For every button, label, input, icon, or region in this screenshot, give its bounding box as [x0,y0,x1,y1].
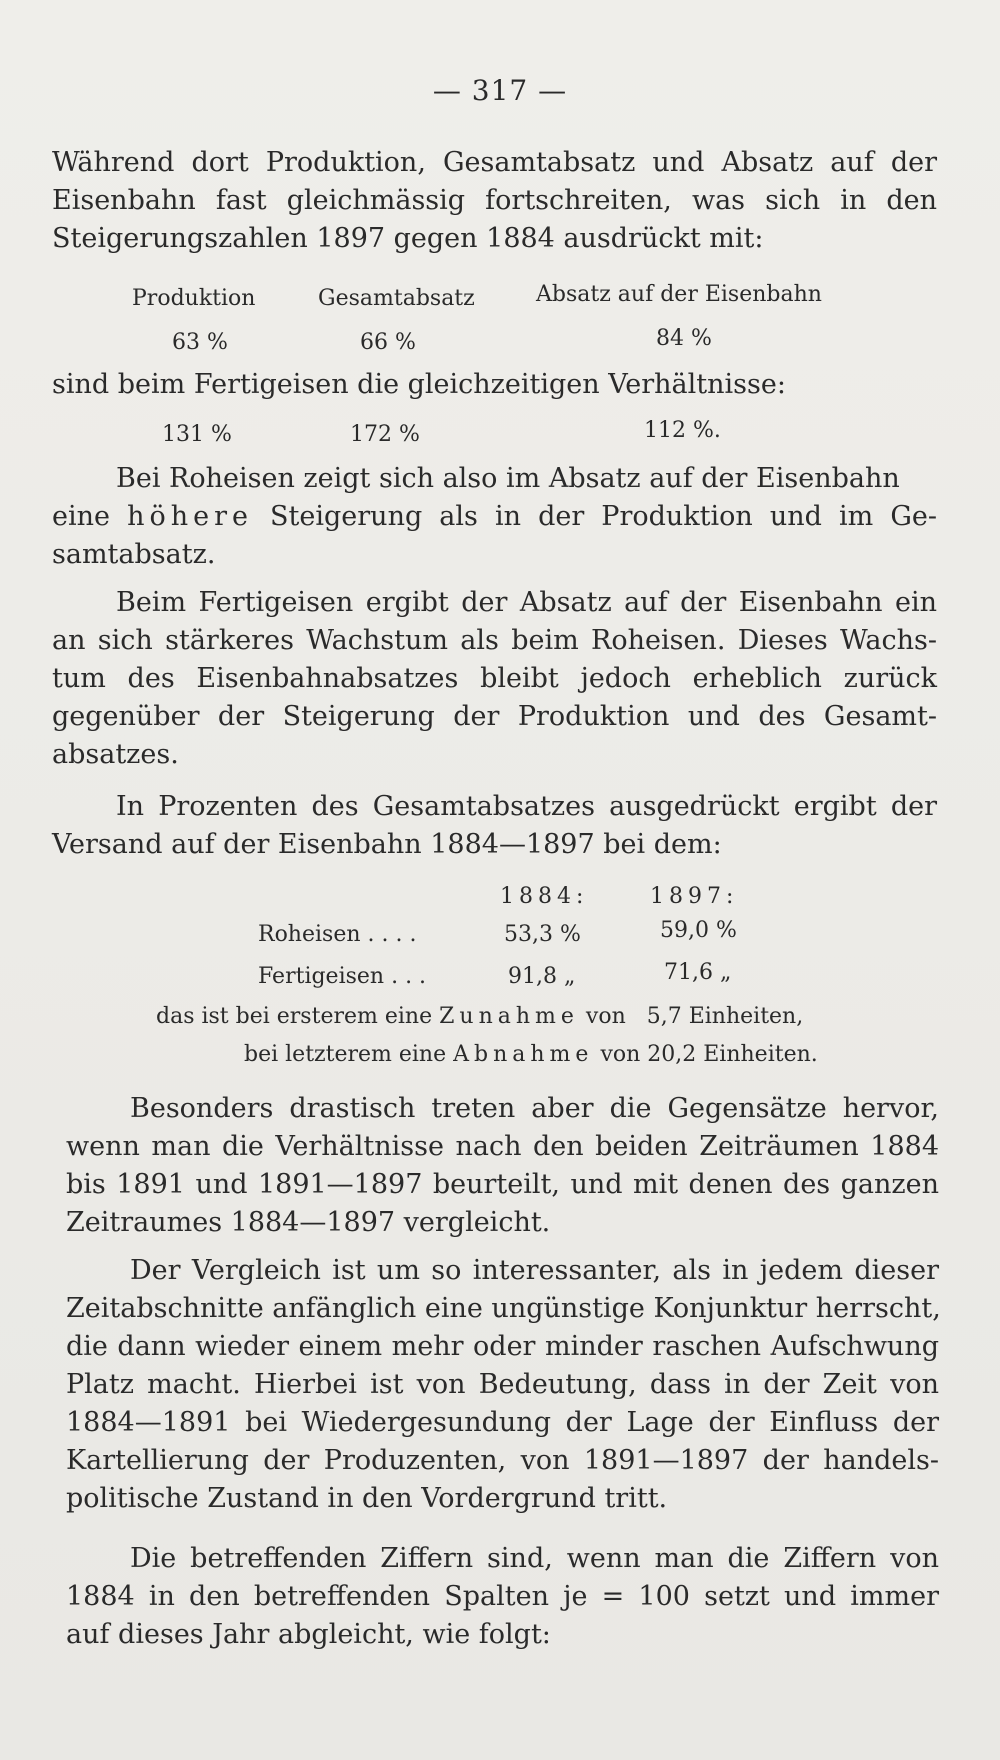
page-number: — 317 — [432,74,568,107]
value-fertig-eisenbahn: 112 %. [644,418,721,443]
text-line: 1884—1891 bei Wiedergesundung der Lage der Einfluss der [66,1407,939,1438]
text-line: Beim Fertigeisen ergibt der Absatz auf der Eisenbahn ein [116,587,937,618]
col-header-gesamtabsatz: Gesamtabsatz [318,286,475,311]
text-line: 1884 in den betreffenden Spalten je = 100 setzt und immer [66,1581,939,1612]
paragraph-5 [52,788,937,864]
text-line: Der Vergleich ist um so interessanter, als in jedem dieser [130,1255,939,1286]
text-line: Zeitabschnitte anfänglich eine ungünstige Konjunktur herrscht, [66,1293,941,1324]
paragraph-1 [52,144,937,258]
text-line: politische Zustand in den Vordergrund tritt. [66,1483,668,1514]
text-line: die dann wieder einem mehr oder minder raschen Aufschwung [66,1331,939,1362]
paragraph-3 [52,460,937,574]
table-row-label: Roheisen . . . . [258,922,417,947]
text-word: von 5,7 Einheiten, [585,1004,804,1029]
text-line: Eisenbahn fast gleichmässig fortschreiten, was sich in den [52,185,937,216]
table-cell: 59,0 % [660,918,737,943]
paragraph-2 [52,366,937,404]
text-line: absatzes. [52,739,179,770]
table-row-label: Fertigeisen . . . [258,964,427,989]
paragraph-6 [66,1090,939,1242]
text-line: Steigerungszahlen 1897 gegen 1884 ausdrückt mit: [52,223,764,254]
text-line: Versand auf der Eisenbahn 1884—1897 bei dem: [52,829,722,860]
text-line: sind beim Fertigeisen die gleichzeitigen Verhältnisse: [52,369,786,400]
text-line: gegenüber der Steigerung der Produktion und des Gesamt- [52,701,937,732]
text-line: wenn man die Verhältnisse nach den beiden Zeiträumen 1884 [66,1131,939,1162]
text-line: Zeitraumes 1884—1897 vergleicht. [66,1207,551,1238]
table-cell: 71,6 „ [664,960,732,985]
text-line [52,498,937,536]
change-line-2 [244,1042,818,1067]
paragraph-8 [66,1540,939,1654]
emphasized-word: höhere [127,501,253,532]
text-line: Während dort Produktion, Gesamtabsatz und Absatz auf der [52,147,937,178]
value-produktion: 63 % [172,330,228,355]
col-header-eisenbahn: Absatz auf der Eisenbahn [536,282,822,307]
value-eisenbahn: 84 % [656,326,712,351]
text-line: samtabsatz. [52,539,216,570]
value-fertig-produktion: 131 % [162,422,232,447]
text-line: Platz macht. Hierbei ist von Bedeutung, dass in der Zeit von [66,1369,939,1400]
text-word: von 20,2 Einheiten. [600,1042,818,1067]
text-line: In Prozenten des Gesamtabsatzes ausgedrückt ergibt der [116,791,937,822]
text-word: Steigerung als in der Produktion und im Ge- [270,501,937,532]
col-header-produktion: Produktion [132,286,256,311]
text-line: Die betreffenden Ziffern sind, wenn man die Ziffern von [130,1543,939,1574]
table-cell: 53,3 % [504,922,581,947]
text-line: an sich stärkeres Wachstum als beim Roheisen. Dieses Wachs- [52,625,937,656]
text-line: Bei Roheisen zeigt sich also im Absatz auf der Eisenbahn [116,463,900,494]
text-line: tum des Eisenbahnabsatzes bleibt jedoch erheblich zurück [52,663,937,694]
table-header-1884: 1884: [500,884,589,909]
emphasized-word: Zunahme [439,1004,579,1029]
text-word: das ist bei ersterem eine [156,1004,433,1029]
change-line-1 [156,1004,803,1029]
emphasized-word: Abnahme [453,1042,594,1067]
value-gesamtabsatz: 66 % [360,330,416,355]
text-line: auf dieses Jahr abgleicht, wie folgt: [66,1619,551,1650]
text-line: Kartellierung der Produzenten, von 1891—1897 der handels- [66,1445,939,1476]
table-header-1897: 1897: [650,884,739,909]
text-word: bei letzterem eine [244,1042,447,1067]
text-word: eine [52,501,110,532]
text-line: bis 1891 und 1891—1897 beurteilt, und mit denen des ganzen [66,1169,939,1200]
table-cell: 91,8 „ [508,964,576,989]
value-fertig-gesamtabsatz: 172 % [350,422,420,447]
text-line: Besonders drastisch treten aber die Gegensätze hervor, [130,1093,939,1124]
paragraph-7 [66,1252,939,1518]
paragraph-4 [52,584,937,774]
